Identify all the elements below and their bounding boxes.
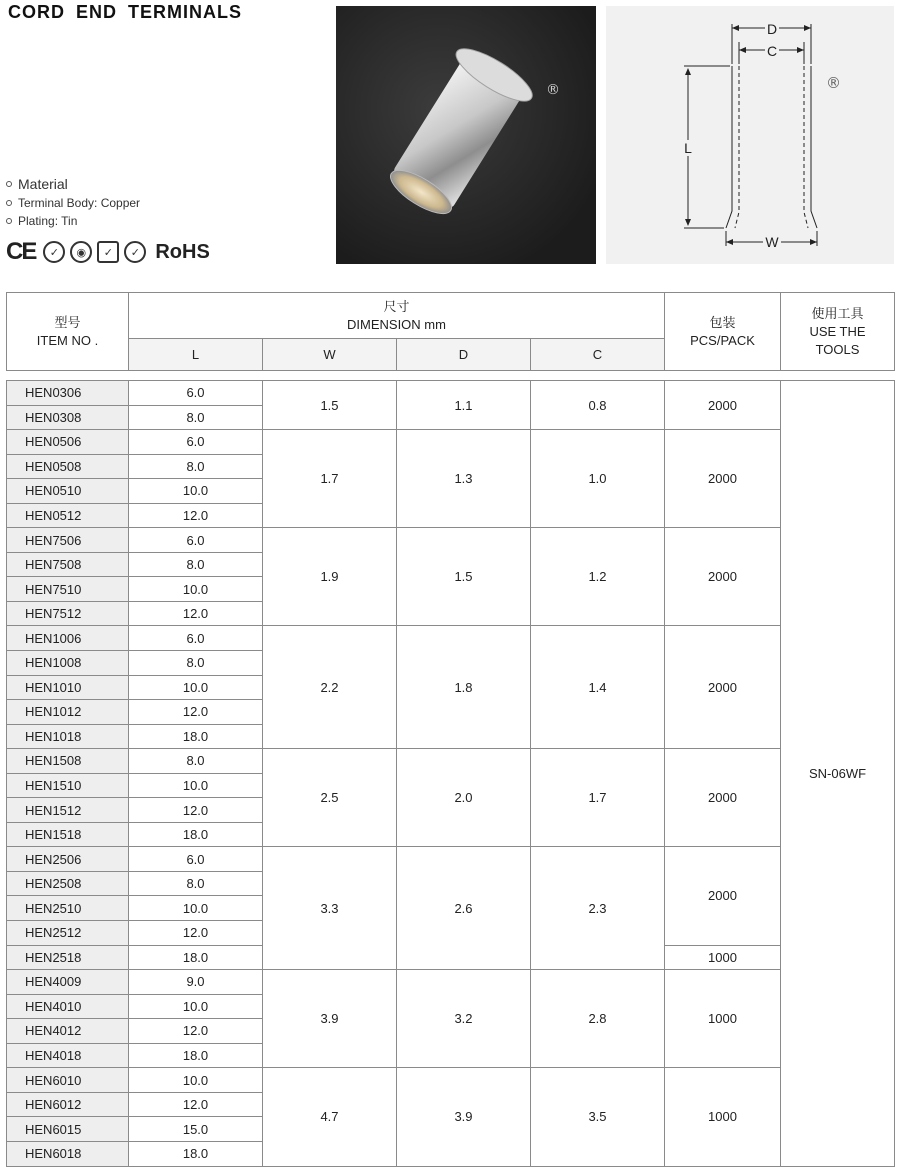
w-dimension-cell: 2.5 <box>263 749 397 847</box>
material-section <box>6 174 140 230</box>
item-no-cell: HEN0308 <box>7 405 129 430</box>
item-no-cell: HEN0510 <box>7 479 129 504</box>
dim-label-c: C <box>766 43 778 59</box>
item-no-cell: HEN1508 <box>7 749 129 774</box>
d-dimension-cell: 3.2 <box>397 970 531 1068</box>
table-row <box>7 626 895 651</box>
length-cell: 18.0 <box>129 724 263 749</box>
item-no-cell: HEN0512 <box>7 503 129 528</box>
pack-cell: 2000 <box>665 381 781 430</box>
item-no-cell: HEN4018 <box>7 1043 129 1068</box>
length-cell: 6.0 <box>129 847 263 872</box>
length-cell: 9.0 <box>129 970 263 995</box>
pack-cell: 2000 <box>665 626 781 749</box>
table-row <box>7 430 895 455</box>
col-header-pack <box>665 293 781 371</box>
length-cell: 18.0 <box>129 1043 263 1068</box>
bullet-icon <box>6 200 12 206</box>
c-dimension-cell: 1.0 <box>531 430 665 528</box>
item-no-cell: HEN6012 <box>7 1092 129 1117</box>
w-dimension-cell: 2.2 <box>263 626 397 749</box>
length-cell: 12.0 <box>129 503 263 528</box>
table-row <box>7 1068 895 1093</box>
item-no-cell: HEN1518 <box>7 822 129 847</box>
item-no-cell: HEN2512 <box>7 921 129 946</box>
svg-text:®: ® <box>546 82 560 98</box>
dim-label-d: D <box>766 21 778 37</box>
product-photo <box>336 6 596 264</box>
length-cell: 12.0 <box>129 921 263 946</box>
item-no-cell: HEN1510 <box>7 773 129 798</box>
length-cell: 8.0 <box>129 651 263 676</box>
d-dimension-cell: 2.6 <box>397 847 531 970</box>
length-cell: 12.0 <box>129 1019 263 1044</box>
w-dimension-cell: 1.5 <box>263 381 397 430</box>
pack-header-en: PCS/PACK <box>690 332 755 348</box>
dim-label-w: W <box>765 234 779 250</box>
col-header-d: D <box>397 339 531 371</box>
table-row <box>7 749 895 774</box>
length-cell: 8.0 <box>129 405 263 430</box>
certification-logos <box>6 238 210 266</box>
item-no-cell: HEN1512 <box>7 798 129 823</box>
col-header-item <box>7 293 129 371</box>
item-no-cell: HEN2510 <box>7 896 129 921</box>
d-dimension-cell: 1.3 <box>397 430 531 528</box>
length-cell: 12.0 <box>129 798 263 823</box>
item-no-cell: HEN1018 <box>7 724 129 749</box>
d-dimension-cell: 1.1 <box>397 381 531 430</box>
pack-cell: 1000 <box>665 1068 781 1166</box>
length-cell: 12.0 <box>129 601 263 626</box>
dimension-header-cn: 尺寸 <box>383 298 410 314</box>
bullet-icon <box>6 218 12 224</box>
w-dimension-cell: 3.9 <box>263 970 397 1068</box>
pack-cell: 2000 <box>665 749 781 847</box>
item-no-cell: HEN7506 <box>7 528 129 553</box>
col-header-c: C <box>531 339 665 371</box>
item-no-cell: HEN2508 <box>7 871 129 896</box>
item-no-cell: HEN4012 <box>7 1019 129 1044</box>
pack-cell: 2000 <box>665 847 781 945</box>
page-title: CORD END TERMINALS <box>8 2 242 22</box>
col-header-l: L <box>129 339 263 371</box>
item-no-cell: HEN1010 <box>7 675 129 700</box>
length-cell: 15.0 <box>129 1117 263 1142</box>
pack-cell: 1000 <box>665 945 781 970</box>
pack-cell: 2000 <box>665 430 781 528</box>
length-cell: 18.0 <box>129 822 263 847</box>
length-cell: 6.0 <box>129 381 263 406</box>
pack-cell: 1000 <box>665 970 781 1068</box>
material-item <box>6 194 140 212</box>
length-cell: 8.0 <box>129 871 263 896</box>
length-cell: 10.0 <box>129 577 263 602</box>
dimension-diagram <box>606 6 894 264</box>
w-dimension-cell: 3.3 <box>263 847 397 970</box>
material-heading: Material <box>18 176 68 192</box>
material-item <box>6 212 140 230</box>
material-heading-row <box>6 174 140 194</box>
col-header-tools <box>781 293 895 371</box>
w-dimension-cell: 4.7 <box>263 1068 397 1166</box>
tools-header-cn: 使用工具 <box>811 305 864 321</box>
length-cell: 12.0 <box>129 700 263 725</box>
d-dimension-cell: 2.0 <box>397 749 531 847</box>
c-dimension-cell: 2.8 <box>531 970 665 1068</box>
c-dimension-cell: 2.3 <box>531 847 665 970</box>
item-no-cell: HEN7510 <box>7 577 129 602</box>
item-no-cell: HEN7508 <box>7 552 129 577</box>
length-cell: 10.0 <box>129 994 263 1019</box>
c-dimension-cell: 1.4 <box>531 626 665 749</box>
item-no-cell: HEN2506 <box>7 847 129 872</box>
length-cell: 10.0 <box>129 675 263 700</box>
dimension-drawing <box>606 6 894 264</box>
tool-cell: SN-06WF <box>781 381 895 1167</box>
c-dimension-cell: 1.7 <box>531 749 665 847</box>
length-cell: 12.0 <box>129 1092 263 1117</box>
d-dimension-cell: 1.5 <box>397 528 531 626</box>
c-dimension-cell: 1.2 <box>531 528 665 626</box>
item-no-cell: HEN1012 <box>7 700 129 725</box>
w-dimension-cell: 1.9 <box>263 528 397 626</box>
item-no-cell: HEN2518 <box>7 945 129 970</box>
pack-header-cn: 包装 <box>709 314 736 330</box>
material-item-body: Terminal Body: Copper <box>18 196 141 210</box>
length-cell: 6.0 <box>129 528 263 553</box>
length-cell: 10.0 <box>129 896 263 921</box>
quality-seal-icon: ✓ <box>97 241 119 263</box>
svg-text:®: ® <box>826 74 841 92</box>
col-header-w: W <box>263 339 397 371</box>
spec-table-header <box>6 292 895 371</box>
item-no-cell: HEN6018 <box>7 1141 129 1166</box>
length-cell: 10.0 <box>129 1068 263 1093</box>
item-header-en: ITEM NO . <box>36 332 99 348</box>
bullet-icon <box>6 181 12 187</box>
d-dimension-cell: 1.8 <box>397 626 531 749</box>
check-seal-icon: ✓ <box>43 241 65 263</box>
item-no-cell: HEN6015 <box>7 1117 129 1142</box>
length-cell: 8.0 <box>129 749 263 774</box>
d-dimension-cell: 3.9 <box>397 1068 531 1166</box>
item-no-cell: HEN7512 <box>7 601 129 626</box>
tools-header-en2: TOOLS <box>815 341 860 357</box>
length-cell: 10.0 <box>129 773 263 798</box>
col-header-dimension <box>129 293 665 339</box>
item-no-cell: HEN6010 <box>7 1068 129 1093</box>
length-cell: 8.0 <box>129 552 263 577</box>
table-row <box>7 381 895 406</box>
sgs-seal-icon: ✓ <box>124 241 146 263</box>
item-no-cell: HEN0506 <box>7 430 129 455</box>
ccc-seal-icon: ◉ <box>70 241 92 263</box>
item-no-cell: HEN1006 <box>7 626 129 651</box>
dimension-header-en: DIMENSION mm <box>347 316 446 332</box>
item-header-cn: 型号 <box>54 314 81 330</box>
terminal-photo-graphic <box>336 6 596 264</box>
item-no-cell: HEN1008 <box>7 651 129 676</box>
item-no-cell: HEN4009 <box>7 970 129 995</box>
length-cell: 18.0 <box>129 1141 263 1166</box>
length-cell: 10.0 <box>129 479 263 504</box>
length-cell: 6.0 <box>129 626 263 651</box>
item-no-cell: HEN4010 <box>7 994 129 1019</box>
material-item-plating: Plating: Tin <box>18 214 78 228</box>
ce-mark: CE <box>6 238 36 265</box>
item-no-cell: HEN0508 <box>7 454 129 479</box>
spec-table-body <box>6 380 895 1167</box>
rohs-mark: RoHS <box>155 240 210 263</box>
table-row <box>7 970 895 995</box>
c-dimension-cell: 0.8 <box>531 381 665 430</box>
c-dimension-cell: 3.5 <box>531 1068 665 1166</box>
length-cell: 18.0 <box>129 945 263 970</box>
pack-cell: 2000 <box>665 528 781 626</box>
table-row <box>7 847 895 872</box>
item-no-cell: HEN0306 <box>7 381 129 406</box>
length-cell: 6.0 <box>129 430 263 455</box>
length-cell: 8.0 <box>129 454 263 479</box>
w-dimension-cell: 1.7 <box>263 430 397 528</box>
dim-label-l: L <box>684 140 692 156</box>
table-row <box>7 528 895 553</box>
tools-header-en1: USE THE <box>809 323 866 339</box>
